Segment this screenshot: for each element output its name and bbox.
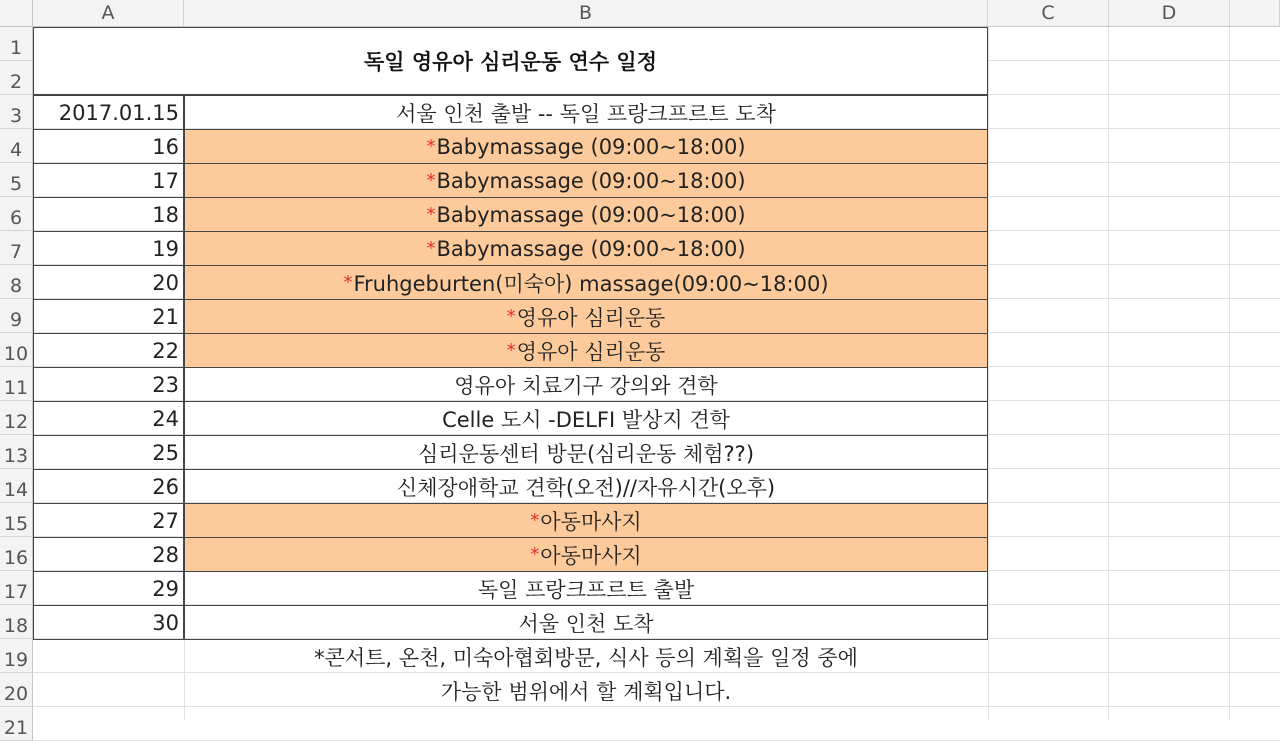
date-cell[interactable]: 28 [33,537,184,572]
asterisk-marker: * [343,272,353,293]
activity-text: Babymassage (09:00~18:00) [436,202,746,227]
activity-text: 서울 인천 출발 -- 독일 프랑크프르트 도착 [396,101,776,126]
date-cell[interactable]: 22 [33,333,184,368]
column-gridline [1229,27,1230,720]
activity-text: 서울 인천 도착 [518,611,654,636]
row-header-7[interactable]: 7 [0,231,33,265]
column-header-d[interactable]: D [1109,0,1230,27]
activity-cell[interactable] [184,163,988,198]
asterisk-marker: * [426,204,436,225]
activity-text: 독일 프랑크프르트 출발 [477,577,695,602]
row-header-5[interactable]: 5 [0,163,33,197]
asterisk-marker: * [426,136,436,157]
activity-text: 영유아 치료기구 강의와 견학 [454,373,718,398]
row-header-21[interactable]: 21 [0,707,33,741]
activity-text: Babymassage (09:00~18:00) [436,134,746,159]
row-header-16[interactable]: 16 [0,537,33,571]
row-header-13[interactable]: 13 [0,435,33,469]
row-header-12[interactable]: 12 [0,401,33,435]
row-header-15[interactable]: 15 [0,503,33,537]
date-cell[interactable]: 21 [33,299,184,334]
activity-text: 심리운동센터 방문(심리운동 체험??) [417,441,755,466]
row-header-10[interactable]: 10 [0,333,33,367]
activity-text: 아동마사지 [540,543,642,568]
activity-text: Celle 도시 -DELFI 발상지 견학 [442,407,730,432]
row-header-18[interactable]: 18 [0,605,33,639]
activity-cell[interactable] [184,95,988,130]
activity-cell[interactable] [184,299,988,334]
activity-cell[interactable] [184,197,988,232]
asterisk-marker: * [506,340,516,361]
date-cell[interactable]: 25 [33,435,184,470]
activity-cell[interactable] [184,265,988,300]
date-cell[interactable]: 29 [33,571,184,606]
column-header-a[interactable]: A [33,0,184,27]
date-cell[interactable]: 27 [33,503,184,538]
date-cell[interactable]: 17 [33,163,184,198]
activity-cell[interactable] [184,469,988,504]
activity-text: Babymassage (09:00~18:00) [436,236,746,261]
activity-cell[interactable] [184,571,988,606]
column-header-next[interactable] [1230,0,1280,27]
date-cell[interactable]: 19 [33,231,184,266]
row-header-19[interactable]: 19 [0,639,33,673]
row-header-20[interactable]: 20 [0,673,33,707]
row-header-6[interactable]: 6 [0,197,33,231]
date-cell[interactable]: 26 [33,469,184,504]
date-cell[interactable]: 18 [33,197,184,232]
activity-text: 신체장애학교 견학(오전)//자유시간(오후) [396,475,776,500]
row-header-4[interactable]: 4 [0,129,33,163]
activity-cell[interactable] [184,401,988,436]
activity-cell[interactable] [184,231,988,266]
row-header-9[interactable]: 9 [0,299,33,333]
date-cell[interactable]: 16 [33,129,184,164]
asterisk-marker: * [426,238,436,259]
schedule-title[interactable]: 독일 영유아 심리운동 연수 일정 [33,27,988,95]
asterisk-marker: * [426,170,436,191]
date-cell[interactable]: 20 [33,265,184,300]
activity-text: 아동마사지 [540,509,642,534]
activity-cell[interactable] [184,333,988,368]
activity-text: 영유아 심리운동 [516,305,666,330]
activity-cell[interactable] [184,435,988,470]
column-header-b[interactable]: B [184,0,988,27]
column-gridline [1108,27,1109,720]
asterisk-marker: * [506,306,516,327]
row-header-1[interactable]: 1 [0,27,33,61]
row-header-11[interactable]: 11 [0,367,33,401]
activity-text: Fruhgeburten(미숙아) massage(09:00~18:00) [353,271,829,296]
asterisk-marker: * [530,510,540,531]
date-cell[interactable]: 30 [33,605,184,640]
select-all-corner[interactable] [0,0,33,27]
row-header-14[interactable]: 14 [0,469,33,503]
row-header-3[interactable]: 3 [0,95,33,129]
activity-cell[interactable] [184,537,988,572]
activity-cell[interactable] [184,129,988,164]
date-cell[interactable]: 23 [33,367,184,402]
date-cell[interactable]: 2017.01.15 [33,95,184,130]
activity-cell[interactable] [184,503,988,538]
column-gridline [988,27,989,720]
row-header-17[interactable]: 17 [0,571,33,605]
column-header-c[interactable]: C [988,0,1109,27]
activity-cell[interactable] [184,605,988,640]
date-cell[interactable]: 24 [33,401,184,436]
note-line-1[interactable]: *콘서트, 온천, 미숙아협회방문, 식사 등의 계획을 일정 중에 [314,646,858,670]
activity-text: Babymassage (09:00~18:00) [436,168,746,193]
activity-cell[interactable] [184,367,988,402]
row-header-8[interactable]: 8 [0,265,33,299]
row-header-2[interactable]: 2 [0,61,33,95]
note-line-2[interactable]: 가능한 범위에서 할 계획입니다. [440,680,732,704]
asterisk-marker: * [530,544,540,565]
activity-text: 영유아 심리운동 [516,339,666,364]
